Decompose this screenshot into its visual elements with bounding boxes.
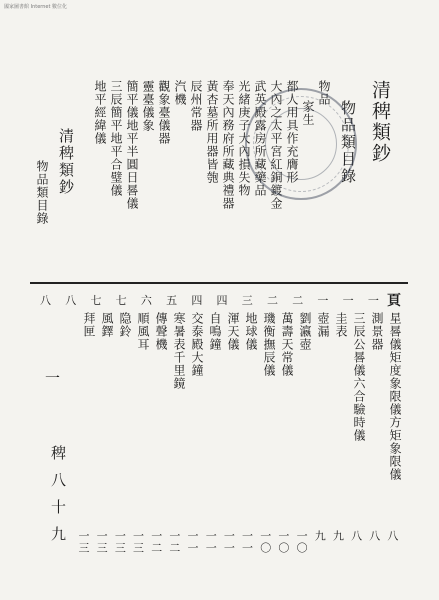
- running-title: 清稗類鈔: [57, 128, 75, 196]
- toc-entry: 風鐸: [100, 312, 114, 338]
- toc-entry: 物品: [317, 80, 331, 106]
- entry-page-number: 一三: [95, 530, 109, 554]
- toc-entry: 傳聲機: [154, 312, 168, 351]
- entry-page-number: 一三: [77, 530, 90, 554]
- page-number: 一: [342, 294, 355, 307]
- entry-page-number: 一二: [149, 530, 163, 554]
- page-number: 五: [166, 294, 179, 307]
- page-number-row: [40, 292, 380, 308]
- entry-page-number: 一一: [222, 530, 236, 554]
- toc-entry: 渾天儀: [226, 312, 240, 351]
- toc-entry: 奉天內務府所藏典禮器: [221, 80, 235, 210]
- toc-entry: 測景器: [370, 312, 384, 351]
- running-section: 物品類目錄: [35, 160, 49, 225]
- entry-page-number: 八: [367, 530, 381, 542]
- page-number: 七: [115, 294, 128, 307]
- page-number: 三: [241, 294, 254, 307]
- page-number: 六: [140, 294, 153, 307]
- toc-entry: 都人用具作充膺形: [285, 80, 299, 184]
- toc-entry: 武英殿露房所藏藥品: [253, 80, 267, 197]
- page-number: 八: [65, 294, 78, 307]
- entry-page-number: 八: [349, 530, 363, 542]
- toc-entry: 圭表: [334, 312, 348, 338]
- toc-entry: 光緒庚子大內損失物: [237, 80, 251, 197]
- page-number: 七: [90, 294, 103, 307]
- entry-page-number: 九: [313, 530, 327, 542]
- entry-page-number: 八: [385, 530, 399, 542]
- page-number: 四: [216, 294, 229, 307]
- toc-entry: 順風耳: [136, 312, 150, 351]
- toc-entry: 隐鈴: [118, 312, 132, 338]
- toc-entry: 拜匣: [82, 312, 96, 338]
- entry-page-number: 一一: [186, 530, 200, 554]
- entry-page-number: 九: [331, 530, 345, 542]
- toc-entry: 黃杏墓所用器皆匏: [205, 80, 219, 184]
- toc-entry: 地平經緯儀: [93, 80, 107, 145]
- page-number: 一: [317, 294, 330, 307]
- toc-entry: 璣衡撫辰儀: [262, 312, 276, 377]
- toc-entry: 靈臺儀象: [141, 80, 155, 132]
- section-title: 物品類目錄: [339, 100, 357, 185]
- toc-entry: 汽機: [173, 80, 187, 106]
- toc-entry: 寒暑表千里鏡: [172, 312, 186, 390]
- toc-entry: 大內之太平宮紅銅鍍金: [269, 80, 283, 210]
- toc-entry: 壺漏: [316, 312, 330, 338]
- entry-page-number: 一一: [240, 530, 254, 554]
- toc-entry: 萬壽天常儀: [280, 312, 294, 377]
- page-number: 一: [367, 294, 380, 307]
- folio-title: 稗八十九: [49, 445, 67, 553]
- toc-entry: 交泰殿大鐘: [190, 312, 204, 377]
- entry-page-number: 一〇: [276, 530, 290, 554]
- toc-entry: 星晷儀矩度象限儀方矩象限儀: [388, 312, 402, 481]
- divider-rule: [30, 282, 408, 284]
- folio-number: 一: [43, 370, 61, 387]
- page-number: 八: [40, 294, 52, 307]
- entry-page-number: 一二: [167, 530, 181, 554]
- page-number: 二: [292, 294, 305, 307]
- library-seal: [245, 88, 357, 200]
- entry-page-number: 一〇: [295, 530, 309, 554]
- toc-entry: 家生: [301, 100, 315, 126]
- toc-entry: 辰州常器: [189, 80, 203, 132]
- page-number: 四: [191, 294, 204, 307]
- toc-entry: 三辰公晷儀六合驗時儀: [352, 312, 366, 442]
- toc-entry: 地球儀: [244, 312, 258, 351]
- entry-page-number: 一〇: [258, 530, 272, 554]
- toc-entry: 簡平儀地平半圓日晷儀: [125, 80, 139, 210]
- scan-watermark: 國家圖書館 Internet 數位化: [4, 4, 68, 10]
- entry-page-row: [78, 530, 398, 554]
- toc-entry: 觀象臺儀器: [157, 80, 171, 145]
- entry-page-number: 一三: [131, 530, 145, 554]
- toc-entry: 自鳴鐘: [208, 312, 222, 351]
- entry-page-number: 一一: [204, 530, 218, 554]
- book-title: 清稗類鈔: [369, 80, 391, 164]
- toc-entry: 三辰簡平地平合璧儀: [109, 80, 123, 197]
- page-header: 頁: [387, 293, 401, 309]
- toc-entry: 劉瀛壺: [298, 312, 312, 351]
- page-number: 二: [266, 294, 279, 307]
- entry-page-number: 一三: [113, 530, 127, 554]
